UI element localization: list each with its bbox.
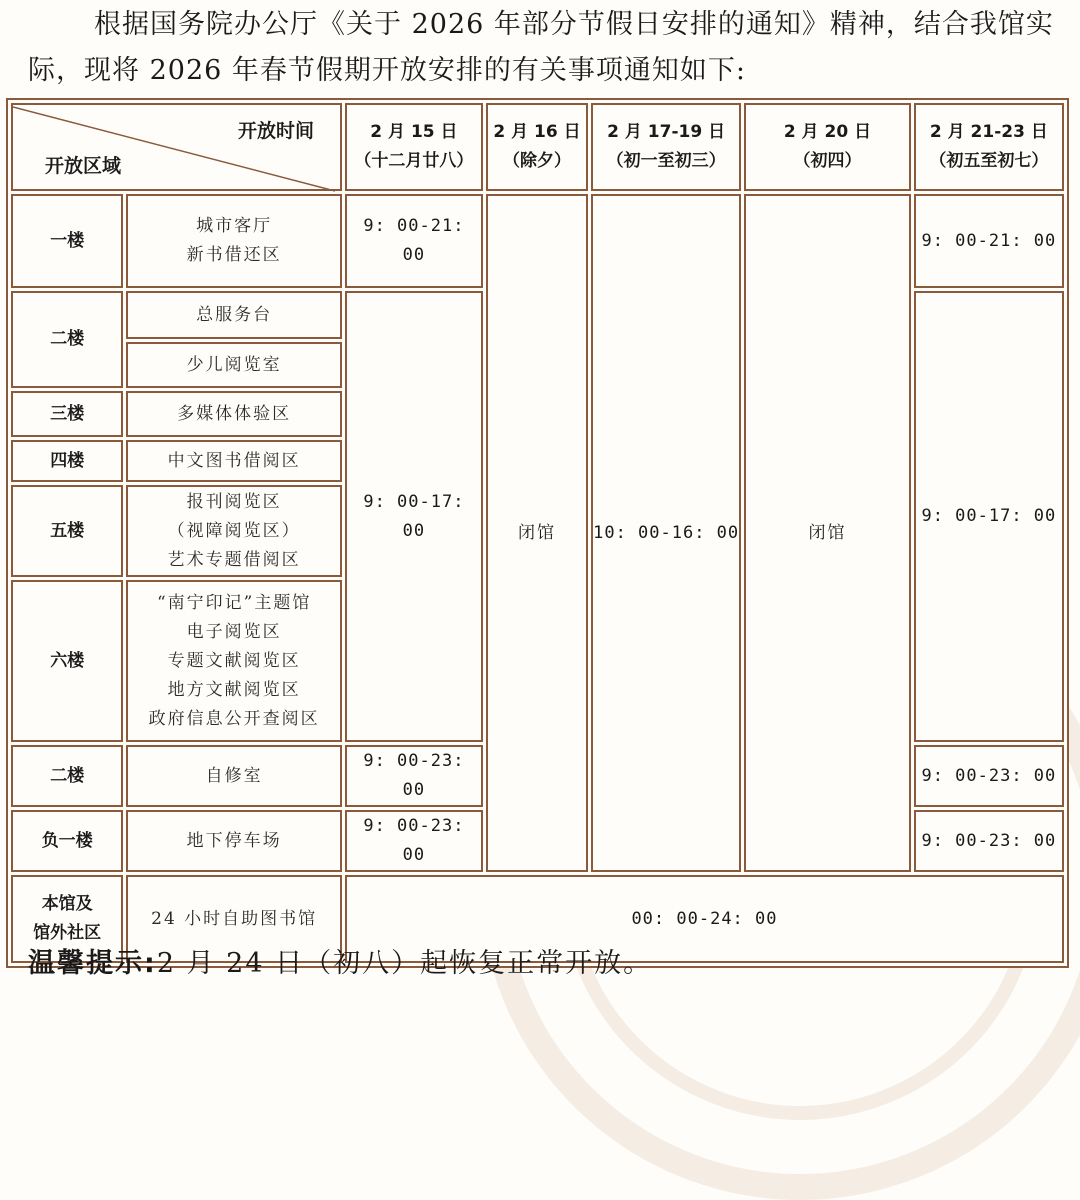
area-name: 专题文献阅览区 — [167, 650, 301, 671]
hours-1f-feb21-23: 9: 00-21: 00 — [914, 194, 1064, 288]
floor-label-5f: 五楼 — [11, 485, 123, 577]
floor-label-6f: 六楼 — [11, 580, 123, 742]
column-date: 2 月 20 日 — [783, 122, 872, 142]
area-cell-self-service: 24 小时自助图书馆 — [126, 875, 342, 963]
area-cell-5f — [126, 485, 342, 577]
column-lunar: （除夕） — [502, 151, 571, 171]
floor-label-3f: 三楼 — [11, 391, 123, 437]
area-cell-chinese-books: 中文图书借阅区 — [126, 440, 342, 482]
column-date: 2 月 15 日 — [370, 122, 458, 142]
reminder-text: 2 月 24 日（初八）起恢复正常开放。 — [156, 948, 653, 979]
area-cell-study-room: 自修室 — [126, 745, 342, 807]
column-header-0 — [345, 103, 483, 191]
area-cell-multimedia: 多媒体体验区 — [126, 391, 342, 437]
area-cell-parking: 地下停车场 — [126, 810, 342, 872]
column-date: 2 月 21-23 日 — [929, 122, 1048, 142]
area-cell-service-desk: 总服务台 — [126, 291, 342, 339]
area-name: 电子阅览区 — [186, 621, 282, 642]
hours-main-feb15: 9: 00-17: 00 — [345, 291, 483, 742]
column-lunar: （十二月廿八） — [354, 151, 474, 171]
closed-feb16: 闭馆 — [486, 194, 588, 872]
column-date: 2 月 17-19 日 — [607, 122, 726, 142]
header-row — [11, 103, 1064, 191]
area-name: 城市客厅 — [196, 216, 273, 236]
corner-label-time: 开放时间 — [237, 120, 314, 142]
hours-parking-feb21-23: 9: 00-23: 00 — [914, 810, 1064, 872]
area-cell-6f — [126, 580, 342, 742]
floor-label-4f: 四楼 — [11, 440, 123, 482]
hours-main-feb21-23: 9: 00-17: 00 — [914, 291, 1064, 742]
closed-feb20: 闭馆 — [744, 194, 911, 872]
area-cell-1f — [126, 194, 342, 288]
intro-paragraph: 根据国务院办公厅《关于 2026 年部分节假日安排的通知》精神，结合我馆实际，现将 2026 年春节假期开放安排的有关事项通知如下: — [28, 9, 1054, 86]
floor-label-2f-study: 二楼 — [11, 745, 123, 807]
column-header-3 — [744, 103, 911, 191]
area-name: （视障阅览区） — [167, 520, 301, 541]
column-header-1 — [486, 103, 588, 191]
corner-header-cell — [11, 103, 342, 191]
area-name: 艺术专题借阅区 — [167, 549, 301, 570]
area-name: 报刊阅览区 — [186, 491, 282, 512]
reminder-label: 温馨提示: — [28, 948, 157, 979]
table-row — [11, 194, 1064, 288]
column-lunar: （初四） — [793, 151, 862, 171]
hours-feb17-19: 10: 00-16: 00 — [591, 194, 741, 872]
hours-parking-feb15: 9: 00-23: 00 — [345, 810, 483, 872]
hours-study-feb21-23: 9: 00-23: 00 — [914, 745, 1064, 807]
reminder-note — [28, 944, 652, 984]
column-lunar: （初一至初三） — [606, 151, 726, 171]
column-header-4 — [914, 103, 1064, 191]
column-header-2 — [591, 103, 741, 191]
hours-1f-feb15: 9: 00-21: 00 — [345, 194, 483, 288]
column-date: 2 月 16 日 — [493, 122, 581, 142]
area-name: 地方文献阅览区 — [167, 679, 301, 700]
column-lunar: （初五至初七） — [929, 151, 1049, 171]
area-name: 政府信息公开查阅区 — [148, 708, 320, 729]
community-line: 本馆及 — [41, 894, 93, 914]
area-name: “南宁印记”主题馆 — [156, 592, 312, 613]
floor-label-2f: 二楼 — [11, 291, 123, 388]
hours-self-service-all: 00: 00-24: 00 — [345, 875, 1064, 963]
area-cell-children: 少儿阅览室 — [126, 342, 342, 388]
community-line: 馆外社区 — [33, 923, 102, 943]
floor-label-1f: 一楼 — [11, 194, 123, 288]
floor-label-b1: 负一楼 — [11, 810, 123, 872]
schedule-table — [6, 98, 1069, 968]
area-name: 新书借还区 — [186, 245, 282, 265]
hours-study-feb15: 9: 00-23: 00 — [345, 745, 483, 807]
corner-label-area: 开放区域 — [45, 155, 122, 177]
